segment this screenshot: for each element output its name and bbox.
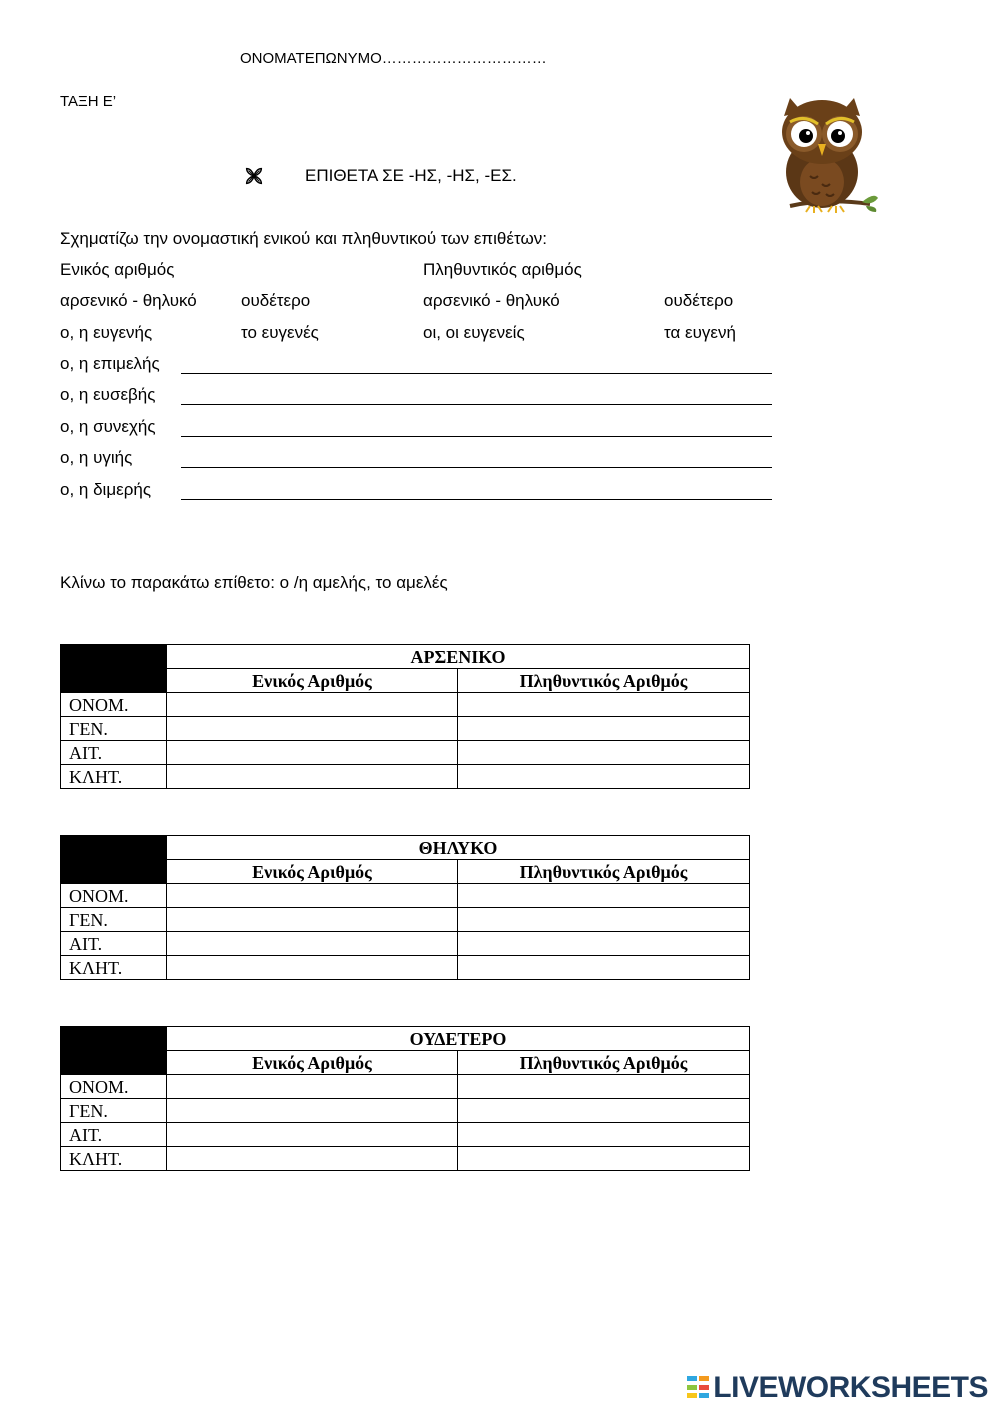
declension-table-masculine (60, 644, 750, 789)
student-name-field[interactable]: ΟΝΟΜΑΤΕΠΩΝΥΜΟ…………………………… (240, 50, 547, 67)
answer-cell[interactable] (457, 932, 749, 956)
case-label: ΚΛΗΤ. (61, 765, 167, 789)
answer-cell[interactable] (167, 741, 458, 765)
answer-cell[interactable] (457, 956, 749, 980)
exercise1-instruction: Σχηματίζω την ονομαστική ενικού και πληθυντικού των επιθέτων: (60, 229, 547, 248)
answer-cell[interactable] (457, 1075, 749, 1099)
gender-header: αρσενικό - θηλυκό (423, 291, 560, 310)
case-label: ΚΛΗΤ. (61, 956, 167, 980)
answer-cell[interactable] (457, 1147, 749, 1171)
singular-header: Ενικός αριθμός (60, 260, 175, 279)
gender-header: ουδέτερο (664, 291, 734, 310)
answer-cell[interactable] (167, 717, 458, 741)
adjective-label: ο, η συνεχής (60, 417, 156, 436)
case-label: ΟΝΟΜ. (61, 884, 167, 908)
gender-title: ΘΗΛΥΚΟ (167, 836, 750, 860)
example-word: ο, η ευγενής (60, 323, 153, 342)
answer-line[interactable] (181, 436, 772, 437)
exercise2-instruction: Κλίνω το παρακάτω επίθετο: ο /η αμελής, το αμελές (60, 573, 448, 592)
answer-cell[interactable] (457, 884, 749, 908)
exercise1-item (60, 354, 772, 380)
answer-cell[interactable] (167, 1099, 458, 1123)
answer-cell[interactable] (457, 1123, 749, 1147)
liveworksheets-logo-icon (687, 1376, 709, 1400)
singular-column-header: Ενικός Αριθμός (167, 860, 458, 884)
answer-cell[interactable] (167, 765, 458, 789)
brand-name: LIVEWORKSHEETS (713, 1371, 988, 1404)
case-label: ΟΝΟΜ. (61, 693, 167, 717)
table-corner (61, 645, 167, 669)
adjective-label: ο, η επιμελής (60, 354, 160, 373)
gender-header: ουδέτερο (241, 291, 311, 310)
table-corner (61, 669, 167, 693)
case-label: ΓΕΝ. (61, 1099, 167, 1123)
declension-table-feminine (60, 835, 750, 980)
answer-cell[interactable] (167, 1123, 458, 1147)
example-word: το ευγενές (241, 323, 319, 342)
answer-cell[interactable] (457, 693, 749, 717)
answer-line[interactable] (181, 467, 772, 468)
case-label: ΓΕΝ. (61, 717, 167, 741)
plural-header: Πληθυντικός αριθμός (423, 260, 582, 279)
gender-title: ΑΡΣΕΝΙΚΟ (167, 645, 750, 669)
exercise1-item (60, 480, 772, 506)
exercise1-item (60, 417, 772, 443)
answer-cell[interactable] (167, 932, 458, 956)
example-word: οι, οι ευγενείς (423, 323, 525, 342)
case-label: ΓΕΝ. (61, 908, 167, 932)
answer-cell[interactable] (167, 908, 458, 932)
adjective-label: ο, η υγιής (60, 448, 133, 467)
case-label: ΟΝΟΜ. (61, 1075, 167, 1099)
answer-cell[interactable] (457, 717, 749, 741)
worksheet-title (243, 165, 517, 187)
answer-cell[interactable] (167, 1147, 458, 1171)
case-label: ΑΙΤ. (61, 932, 167, 956)
answer-cell[interactable] (167, 1075, 458, 1099)
gender-header: αρσενικό - θηλυκό (60, 291, 197, 310)
title-text: ΕΠΙΘΕΤΑ ΣΕ -ΗΣ, -ΗΣ, -ΕΣ. (305, 166, 517, 185)
owl-icon (770, 94, 882, 218)
gender-title: ΟΥΔΕΤΕΡΟ (167, 1027, 750, 1051)
answer-line[interactable] (181, 404, 772, 405)
adjective-label: ο, η ευσεβής (60, 385, 156, 404)
adjective-label: ο, η διμερής (60, 480, 152, 499)
answer-cell[interactable] (167, 884, 458, 908)
answer-cell[interactable] (167, 693, 458, 717)
plural-column-header: Πληθυντικός Αριθμός (457, 1051, 749, 1075)
table-corner (61, 1051, 167, 1075)
singular-column-header: Ενικός Αριθμός (167, 1051, 458, 1075)
plural-column-header: Πληθυντικός Αριθμός (457, 669, 749, 693)
liveworksheets-logo[interactable] (687, 1370, 988, 1406)
declension-table-neuter (60, 1026, 750, 1171)
table-corner (61, 860, 167, 884)
flower-bullet-icon (243, 165, 265, 187)
answer-line[interactable] (181, 499, 772, 500)
case-label: ΑΙΤ. (61, 741, 167, 765)
example-word: τα ευγενή (664, 323, 736, 342)
case-label: ΑΙΤ. (61, 1123, 167, 1147)
table-corner (61, 836, 167, 860)
plural-column-header: Πληθυντικός Αριθμός (457, 860, 749, 884)
exercise1-item (60, 448, 772, 474)
class-label: ΤΑΞΗ Ε’ (60, 93, 117, 110)
answer-cell[interactable] (167, 956, 458, 980)
case-label: ΚΛΗΤ. (61, 1147, 167, 1171)
table-corner (61, 1027, 167, 1051)
answer-cell[interactable] (457, 908, 749, 932)
answer-cell[interactable] (457, 1099, 749, 1123)
exercise1-item (60, 385, 772, 411)
singular-column-header: Ενικός Αριθμός (167, 669, 458, 693)
answer-line[interactable] (181, 373, 772, 374)
answer-cell[interactable] (457, 741, 749, 765)
answer-cell[interactable] (457, 765, 749, 789)
